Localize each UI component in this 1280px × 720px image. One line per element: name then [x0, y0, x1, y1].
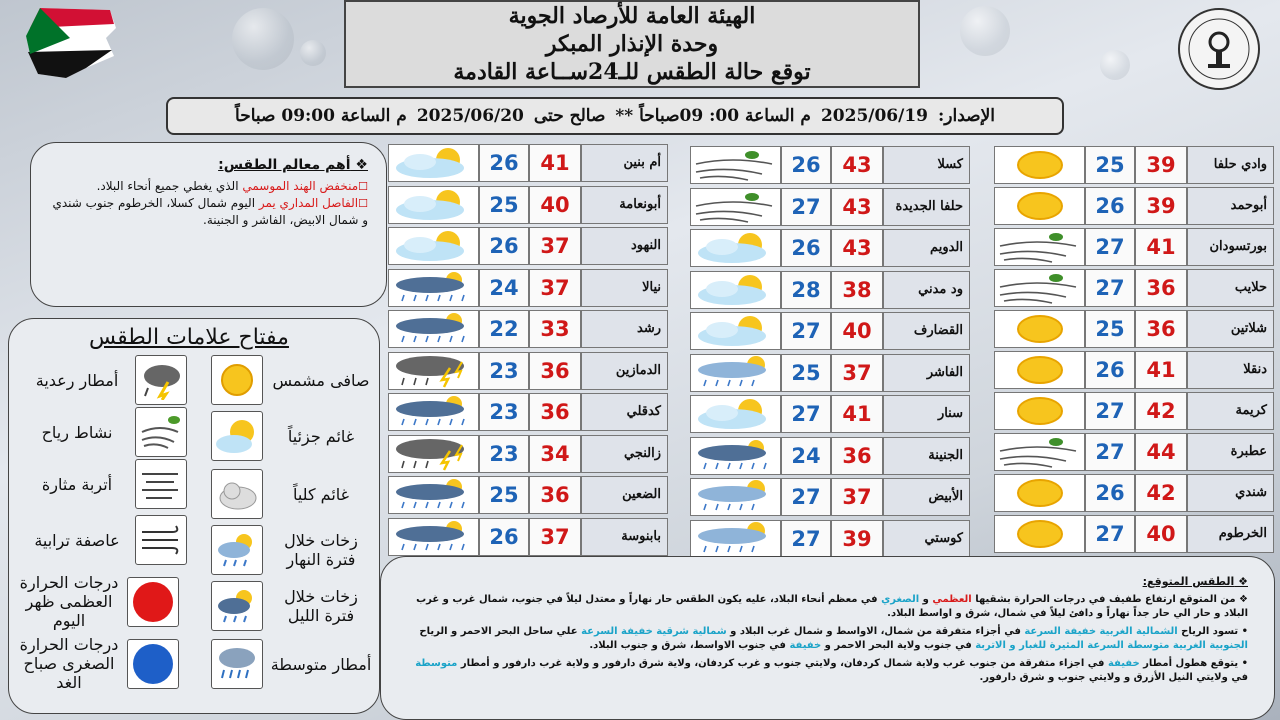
- partly-cloudy-icon: [690, 312, 781, 350]
- city-row: [388, 352, 668, 390]
- city-row: [388, 310, 668, 348]
- city-row: [388, 476, 668, 514]
- city-name: ود مدني: [883, 271, 970, 309]
- legend-partly-cloudy: غائم جزئياً: [211, 411, 373, 461]
- thunder-icon: [135, 355, 187, 405]
- min-temp-blue-circle-icon: [127, 639, 179, 689]
- partly-cloudy-icon: [211, 411, 263, 461]
- windy-icon: [994, 433, 1085, 471]
- min-temperature: 26: [781, 229, 831, 267]
- city-name: الفاشر: [883, 354, 970, 392]
- day-showers-icon: [690, 520, 781, 558]
- city-row: [690, 354, 970, 392]
- partly-cloudy-icon: [690, 395, 781, 433]
- city-row: [388, 144, 668, 182]
- issue-label: الإصدار:: [938, 106, 995, 126]
- min-temperature: 27: [781, 520, 831, 558]
- max-temperature: 43: [831, 188, 883, 226]
- night-showers-icon: [388, 310, 479, 348]
- legend-min-temp: درجات الحرارة الصغرى صباح الغد: [17, 635, 179, 692]
- city-row: [388, 518, 668, 556]
- max-temperature: 39: [1135, 187, 1187, 225]
- min-temperature: 27: [1085, 515, 1135, 553]
- city-row: [388, 186, 668, 224]
- night-showers-icon: [388, 476, 479, 514]
- city-name: شلاتين: [1187, 310, 1274, 348]
- min-temperature: 27: [781, 395, 831, 433]
- moderate-rain-icon: [211, 639, 263, 689]
- max-temperature: 37: [831, 478, 883, 516]
- sunny-icon: [994, 146, 1085, 184]
- city-name: وادي حلفا: [1187, 146, 1274, 184]
- city-row: [690, 271, 970, 309]
- min-temperature: 27: [1085, 433, 1135, 471]
- min-temperature: 27: [781, 312, 831, 350]
- forecast-winds: • تسود الرياح الشمالية الغربية خفيفة السرعة في أجزاء متفرقة من شمال، الاواسط و شمال غرب البلاد و شمالية شرقية خفيفة السرعة علي ساحل البحر الاحمر و الرياح الجنوبية الغربية متوسطة السرعة المثيرة للغبار و الاتربة في جنوب ولاية البحر الاحمر و خفيفة في جنوب الاواسط، شرق و جنوب البلاد.: [419, 626, 1248, 651]
- min-temperature: 25: [1085, 310, 1135, 348]
- min-temperature: 25: [781, 354, 831, 392]
- city-name: الضعين: [581, 476, 668, 514]
- max-temperature: 38: [831, 271, 883, 309]
- legend-thunder: أمطار رعدية: [25, 355, 187, 405]
- city-name: حلايب: [1187, 269, 1274, 307]
- windy-icon: [690, 146, 781, 184]
- background-droplet: [232, 8, 294, 70]
- min-temperature: 26: [1085, 474, 1135, 512]
- city-name: أبوحمد: [1187, 187, 1274, 225]
- max-temperature: 42: [1135, 392, 1187, 430]
- city-name: عطبرة: [1187, 433, 1274, 471]
- max-temperature: 42: [1135, 474, 1187, 512]
- min-temperature: 22: [479, 310, 529, 348]
- weather-legend-panel: [8, 318, 380, 714]
- city-row: [690, 312, 970, 350]
- min-temperature: 27: [781, 478, 831, 516]
- city-name: بابنوسة: [581, 518, 668, 556]
- legend-night-showers: زخات خلال فترة الليل: [211, 581, 373, 631]
- city-name: أبونعامة: [581, 186, 668, 224]
- min-temperature: 27: [781, 188, 831, 226]
- valid-date: 2025/06/20: [416, 106, 524, 126]
- max-temperature: 36: [831, 437, 883, 475]
- max-temperature: 36: [529, 476, 581, 514]
- legend-dust: أتربة مثارة: [25, 459, 187, 509]
- day-showers-icon: [690, 478, 781, 516]
- windy-icon: [994, 228, 1085, 266]
- windy-icon: [994, 269, 1085, 307]
- issue-date: 2025/06/19: [820, 106, 928, 126]
- weather-highlights-panel: [30, 142, 387, 307]
- city-name: كدقلي: [581, 393, 668, 431]
- city-name: كوستي: [883, 520, 970, 558]
- max-temperature: 37: [529, 269, 581, 307]
- min-temperature: 25: [1085, 146, 1135, 184]
- min-temperature: 24: [479, 269, 529, 307]
- max-temperature: 37: [529, 518, 581, 556]
- city-name: الدمازين: [581, 352, 668, 390]
- city-name: بورتسودان: [1187, 228, 1274, 266]
- sunny-icon: [211, 355, 263, 405]
- legend-sunny: صافى مشمس: [211, 355, 373, 405]
- city-row: [388, 435, 668, 473]
- windy-icon: [690, 188, 781, 226]
- min-temperature: 26: [479, 144, 529, 182]
- min-temperature: 23: [479, 352, 529, 390]
- min-temperature: 26: [479, 518, 529, 556]
- city-row: [994, 392, 1274, 430]
- sunny-icon: [994, 310, 1085, 348]
- legend-day-showers: زخات خلال فترة النهار: [211, 525, 373, 575]
- min-temperature: 26: [1085, 351, 1135, 389]
- partly-cloudy-icon: [690, 271, 781, 309]
- city-row: [994, 269, 1274, 307]
- max-temperature: 36: [1135, 269, 1187, 307]
- city-name: كسلا: [883, 146, 970, 184]
- city-name: الأبيض: [883, 478, 970, 516]
- night-showers-icon: [388, 269, 479, 307]
- background-droplet: [1100, 50, 1130, 80]
- city-row: [690, 520, 970, 558]
- partly-cloudy-icon: [388, 227, 479, 265]
- city-name: كريمة: [1187, 392, 1274, 430]
- min-temperature: 26: [1085, 187, 1135, 225]
- valid-time: م الساعة 09:00 صباحاً: [235, 106, 407, 126]
- forecast-title: ❖ الطقس المتوقع:: [1142, 575, 1248, 588]
- thunder-icon: [388, 352, 479, 390]
- sunny-icon: [994, 474, 1085, 512]
- max-temp-red-circle-icon: [127, 577, 179, 627]
- report-title-box: [344, 0, 920, 88]
- city-row: [994, 433, 1274, 471]
- legend-max-temp: درجات الحرارة العظمى ظهر اليوم: [17, 573, 179, 630]
- city-name: الخرطوم: [1187, 515, 1274, 553]
- min-temperature: 26: [781, 146, 831, 184]
- legend-windy: نشاط رياح: [25, 407, 187, 457]
- day-showers-icon: [690, 354, 781, 392]
- sunny-icon: [994, 187, 1085, 225]
- min-temperature: 26: [479, 227, 529, 265]
- background-droplet: [300, 40, 326, 66]
- cloudy-icon: [211, 469, 263, 519]
- max-temperature: 43: [831, 229, 883, 267]
- max-temperature: 36: [529, 393, 581, 431]
- highlight-item: ☐الفاصل المداري يمر اليوم شمال كسلا، الخرطوم جنوب شندي و شمال الابيض، الفاشر و الجنينة.: [52, 196, 368, 227]
- sunny-icon: [994, 515, 1085, 553]
- city-row: [388, 269, 668, 307]
- min-temperature: 23: [479, 435, 529, 473]
- night-showers-icon: [388, 518, 479, 556]
- max-temperature: 39: [1135, 146, 1187, 184]
- min-temperature: 24: [781, 437, 831, 475]
- sunny-icon: [994, 392, 1085, 430]
- min-temperature: 27: [1085, 228, 1135, 266]
- max-temperature: 37: [831, 354, 883, 392]
- night-showers-icon: [211, 581, 263, 631]
- city-row: [994, 310, 1274, 348]
- meteorological-authority-logo: [1176, 6, 1262, 92]
- city-name: نيالا: [581, 269, 668, 307]
- max-temperature: 40: [1135, 515, 1187, 553]
- city-row: [994, 515, 1274, 553]
- day-showers-icon: [211, 525, 263, 575]
- max-temperature: 33: [529, 310, 581, 348]
- max-temperature: 37: [529, 227, 581, 265]
- max-temperature: 41: [1135, 351, 1187, 389]
- max-temperature: 36: [529, 352, 581, 390]
- city-name: القضارف: [883, 312, 970, 350]
- duststorm-icon: [135, 515, 187, 565]
- city-row: [690, 478, 970, 516]
- city-row: [994, 474, 1274, 512]
- expected-weather-panel: [380, 556, 1275, 720]
- city-row: [690, 229, 970, 267]
- forecast-rain: • يتوقع هطول أمطار خفيفة في اجزاء متفرقة من جنوب غرب ولاية شمال كردفان، ولايتي جنوب و غرب كردفان، ولاية شرق دارفور و ولاية غرب دارفور و أمطار متوسطة في ولايتي النيل الأزرق و ولايتي جنوب و شرق دارفور.: [415, 658, 1248, 683]
- max-temperature: 40: [831, 312, 883, 350]
- city-name: رشد: [581, 310, 668, 348]
- max-temperature: 34: [529, 435, 581, 473]
- night-showers-icon: [388, 393, 479, 431]
- partly-cloudy-icon: [388, 186, 479, 224]
- authority-name: الهيئة العامة للأرصاد الجوية: [508, 3, 756, 29]
- city-name: الجنينة: [883, 437, 970, 475]
- sudan-flag-map: [26, 8, 118, 80]
- max-temperature: 36: [1135, 310, 1187, 348]
- forecast-title: توقع حالة الطقس للـ24ســاعة القادمة: [453, 59, 811, 85]
- min-temperature: 25: [479, 476, 529, 514]
- max-temperature: 44: [1135, 433, 1187, 471]
- city-name: دنقلا: [1187, 351, 1274, 389]
- partly-cloudy-icon: [388, 144, 479, 182]
- valid-until-label: صالح حتى: [533, 106, 606, 126]
- max-temperature: 40: [529, 186, 581, 224]
- dust-icon: [135, 459, 187, 509]
- city-row: [994, 228, 1274, 266]
- city-row: [388, 393, 668, 431]
- city-row: [690, 188, 970, 226]
- legend-title: مفتاح علامات الطقس: [89, 325, 289, 350]
- city-row: [388, 227, 668, 265]
- min-temperature: 27: [1085, 392, 1135, 430]
- city-row: [994, 187, 1274, 225]
- city-name: النهود: [581, 227, 668, 265]
- min-temperature: 28: [781, 271, 831, 309]
- background-droplet: [960, 6, 1010, 56]
- sunny-icon: [994, 351, 1085, 389]
- min-temperature: 23: [479, 393, 529, 431]
- max-temperature: 43: [831, 146, 883, 184]
- city-row: [994, 351, 1274, 389]
- city-row: [690, 146, 970, 184]
- night-showers-icon: [690, 437, 781, 475]
- min-temperature: 27: [1085, 269, 1135, 307]
- issue-validity-bar: [166, 97, 1064, 135]
- max-temperature: 41: [831, 395, 883, 433]
- max-temperature: 41: [529, 144, 581, 182]
- highlights-title: ❖ أهم معالم الطقس:: [218, 157, 368, 173]
- unit-name: وحدة الإنذار المبكر: [545, 31, 719, 57]
- city-row: [690, 437, 970, 475]
- city-name: الدويم: [883, 229, 970, 267]
- legend-duststorm: عاصفة ترابية: [25, 515, 187, 565]
- city-name: شندي: [1187, 474, 1274, 512]
- legend-cloudy: غائم كلياً: [211, 469, 373, 519]
- thunder-icon: [388, 435, 479, 473]
- city-name: أم بنين: [581, 144, 668, 182]
- highlight-item: ☐منخفض الهند الموسمي الذي يغطي جميع أنحاء البلاد.: [96, 179, 368, 193]
- legend-moderate-rain: أمطار متوسطة: [211, 639, 373, 689]
- partly-cloudy-icon: [690, 229, 781, 267]
- city-name: حلفا الجديدة: [883, 188, 970, 226]
- city-row: [690, 395, 970, 433]
- max-temperature: 39: [831, 520, 883, 558]
- city-name: سنار: [883, 395, 970, 433]
- forecast-temperature: ❖ من المتوقع ارتفاع طفيف في درجات الحرارة بشقيها العظمي و الصغري في معظم أنحاء البلاد، عليه يكون الطقس حار نهاراً و معتدل ليلاً في جنوب، شمال غرب و غرب البلاد و حار الي حار جداً نهاراً و دافئ ليلاً في شمال، شرق و اواسط البلاد.: [416, 594, 1248, 619]
- city-name: زالنجي: [581, 435, 668, 473]
- min-temperature: 25: [479, 186, 529, 224]
- city-row: [994, 146, 1274, 184]
- max-temperature: 41: [1135, 228, 1187, 266]
- issue-time: م الساعة 00: 09صباحاً **: [615, 106, 811, 126]
- windy-icon: [135, 407, 187, 457]
